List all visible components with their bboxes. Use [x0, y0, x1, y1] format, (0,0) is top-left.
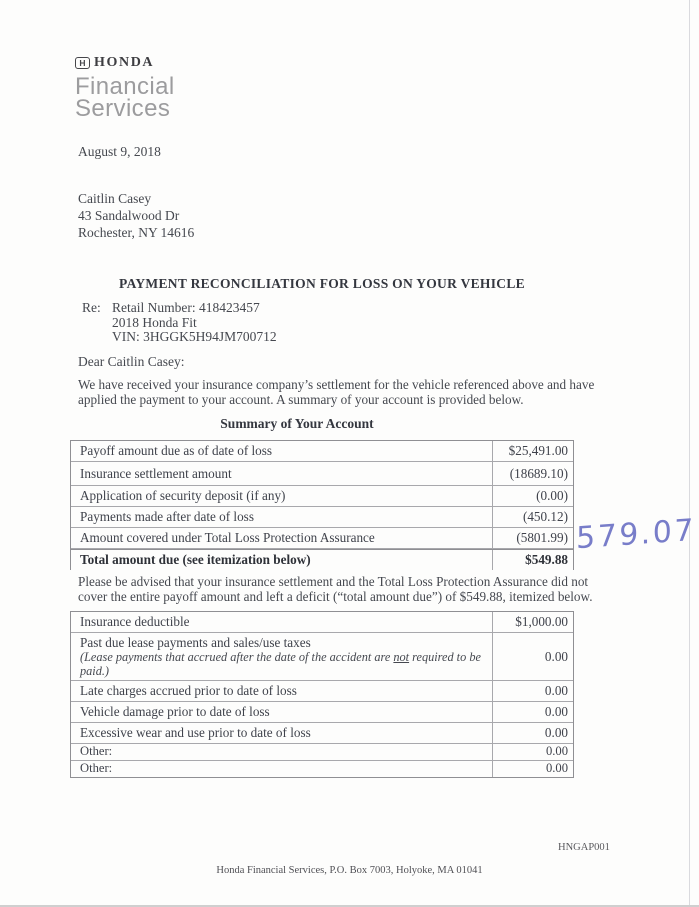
summary-row-label: Payments made after date of loss — [80, 509, 254, 524]
itemization-row-label: Other: — [80, 744, 113, 758]
re-lines — [112, 301, 277, 345]
itemization-table-row — [71, 612, 573, 633]
itemization-row-value: 0.00 — [492, 681, 573, 701]
intro-paragraph-line1: We have received your insurance company’s settlement for the vehicle referenced above and have — [78, 377, 595, 392]
summary-table-row — [71, 507, 573, 528]
itemization-row-label: Excessive wear and use prior to date of loss — [80, 725, 311, 740]
summary-table-row — [71, 486, 573, 507]
summary-row-label: Insurance settlement amount — [80, 465, 232, 481]
itemization-row-value: 0.00 — [492, 723, 573, 743]
scan-edge-artifact-right — [689, 0, 690, 907]
re-label: Re: — [82, 300, 101, 315]
salutation: Dear Caitlin Casey: — [78, 354, 185, 369]
itemization-row-value: 0.00 — [492, 633, 573, 680]
itemization-row-value: 0.00 — [492, 702, 573, 722]
itemization-row-label: Vehicle damage prior to date of loss — [80, 704, 270, 719]
re-retail-number: Retail Number: 418423457 — [112, 300, 260, 315]
summary-total-value: $549.88 — [492, 550, 573, 570]
re-vin: VIN: 3HGGK5H94JM700712 — [112, 329, 277, 344]
deficit-paragraph-line1: Please be advised that your insurance settlement and the Total Loss Protection Assurance did not — [78, 574, 589, 589]
itemization-table-row — [71, 761, 573, 777]
itemization-row-value: 0.00 — [492, 761, 573, 777]
honda-brand-header — [75, 55, 154, 71]
summary-table-total-row — [71, 549, 573, 570]
summary-table — [70, 440, 574, 570]
itemization-row-label: Other: — [80, 761, 113, 775]
summary-row-value: $25,491.00 — [492, 441, 573, 461]
summary-row-value: (450.12) — [492, 507, 573, 527]
re-vehicle: 2018 Honda Fit — [112, 314, 197, 330]
logotype-line-services: Services — [75, 95, 171, 122]
itemization-table-row — [71, 633, 573, 681]
past-due-note: (Lease payments that accrued after the date of the accident are not required to be paid.) — [80, 650, 481, 678]
financial-services-logotype — [75, 73, 175, 122]
itemization-table-row — [71, 702, 573, 723]
summary-row-label: Amount covered under Total Loss Protection Assurance — [80, 530, 375, 545]
summary-row-value: (5801.99) — [492, 528, 573, 548]
itemization-row-value: 0.00 — [492, 744, 573, 760]
handwritten-annotation: 579.07 — [576, 512, 696, 557]
summary-table-row — [71, 441, 573, 462]
summary-row-label: Payoff amount due as of date of loss — [80, 443, 273, 458]
recipient-address-block — [78, 190, 194, 241]
deficit-paragraph-line2: cover the entire payoff amount and left a deficit (“total amount due”) of $549.88, itemized below. — [78, 589, 593, 604]
itemization-table-row — [71, 723, 573, 744]
recipient-city-state-zip: Rochester, NY 14616 — [78, 225, 195, 240]
re-block — [82, 301, 277, 345]
itemization-table — [70, 611, 574, 778]
summary-heading: Summary of Your Account — [220, 416, 374, 431]
honda-logo-row — [75, 55, 154, 71]
summary-total-label: Total amount due (see itemization below) — [80, 552, 311, 567]
recipient-street: 43 Sandalwood Dr — [78, 208, 180, 223]
itemization-table-row — [71, 744, 573, 761]
past-due-label: Past due lease payments and sales/use taxes — [80, 635, 311, 650]
recipient-name: Caitlin Casey — [78, 191, 152, 206]
note-underlined-word: not — [393, 650, 410, 664]
letter-date: August 9, 2018 — [78, 144, 161, 159]
itemization-row-label: Late charges accrued prior to date of loss — [80, 683, 297, 698]
footer-address: Honda Financial Services, P.O. Box 7003, Holyoke, MA 01041 — [216, 865, 483, 876]
itemization-row-label: Insurance deductible — [80, 614, 190, 629]
deficit-paragraph — [78, 574, 623, 604]
form-code: HNGAP001 — [558, 842, 610, 853]
summary-row-label: Application of security deposit (if any) — [80, 488, 286, 503]
summary-table-row — [71, 528, 573, 549]
summary-row-value: (18689.10) — [492, 462, 573, 485]
summary-table-row — [71, 462, 573, 486]
honda-wordmark: HONDA — [94, 55, 155, 70]
summary-row-value: (0.00) — [492, 486, 573, 506]
itemization-row-label — [71, 633, 492, 680]
letter-title: PAYMENT RECONCILIATION FOR LOSS ON YOUR VEHICLE — [119, 276, 525, 291]
itemization-table-row — [71, 681, 573, 702]
logotype-line-financial: Financial — [75, 73, 175, 100]
itemization-row-value: $1,000.00 — [492, 612, 573, 632]
intro-paragraph-line2: applied the payment to your account. A summary of your account is provided below. — [78, 392, 524, 407]
intro-paragraph — [78, 377, 618, 407]
honda-h-icon: H — [75, 57, 90, 69]
